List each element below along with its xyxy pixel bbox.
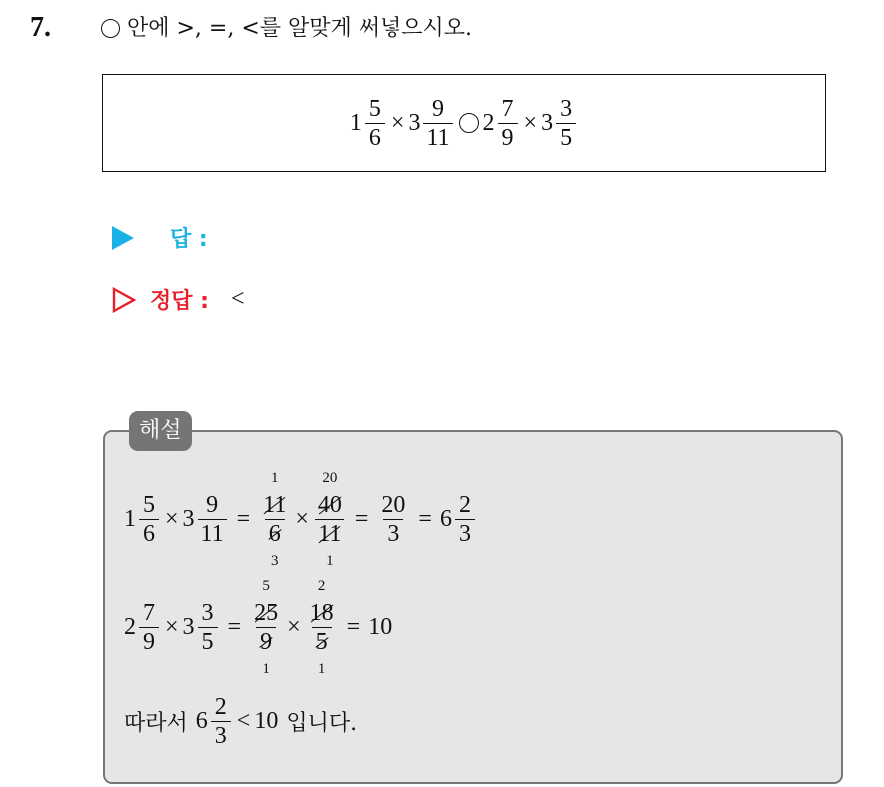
fraction [498, 96, 518, 151]
solution-line-3 [124, 694, 357, 749]
times-sign: × [523, 109, 538, 136]
cancelled-fraction [251, 578, 281, 677]
denominator: 3 [211, 721, 231, 749]
numerator: 7 [143, 600, 155, 626]
answer-label: 답 : [170, 227, 208, 252]
question-number: 7. [30, 12, 51, 43]
reduced-denominator: 1 [262, 661, 270, 677]
mixed-whole: 3 [182, 614, 195, 640]
fraction [198, 600, 218, 655]
equals-sign: = [418, 506, 432, 532]
conclusion-prefix: 따라서 [124, 711, 188, 736]
struck-number: 40 [317, 492, 342, 518]
denominator: 3 [383, 519, 403, 547]
numerator: 7 [501, 95, 514, 122]
cancelled-fraction [315, 470, 345, 569]
correct-answer-label: 정답 : [150, 289, 209, 314]
mixed-whole: 3 [408, 109, 421, 136]
cancelled-numerator [315, 470, 345, 519]
correct-answer-row [112, 284, 245, 315]
play-triangle-icon [112, 226, 134, 250]
reduced-numerator: 20 [322, 470, 338, 486]
mixed-whole: 3 [541, 109, 554, 136]
struck-number: 6 [268, 521, 281, 547]
solution-tag: 해설 [129, 411, 192, 451]
numerator: 2 [458, 492, 471, 518]
equals-sign: = [236, 506, 251, 532]
numerator: 9 [431, 95, 444, 122]
reduced-denominator: 1 [317, 661, 326, 677]
struck-number: 11 [318, 521, 342, 547]
reduced-denominator: 1 [326, 553, 334, 569]
cancelled-denominator [315, 519, 344, 569]
mixed-whole: 6 [195, 708, 208, 734]
fraction [365, 96, 385, 151]
denominator: 6 [139, 519, 159, 547]
fraction [455, 492, 475, 547]
times-sign: × [165, 614, 179, 640]
struck-number: 11 [263, 492, 287, 518]
mixed-whole: 2 [482, 109, 495, 136]
mixed-whole: 2 [124, 614, 136, 640]
fraction [211, 694, 231, 749]
denominator: 11 [198, 519, 227, 547]
numerator: 3 [201, 600, 214, 626]
denominator: 11 [423, 123, 452, 151]
numerator: 9 [206, 492, 219, 518]
mixed-whole: 3 [182, 506, 195, 532]
question-text: 안에 >, =, <를 알맞게 써넣으시오. [127, 16, 473, 41]
equals-sign: = [354, 506, 369, 532]
reduced-denominator: 3 [271, 553, 279, 569]
problem-box [102, 74, 826, 172]
answer-row [112, 222, 208, 253]
cancelled-numerator [307, 578, 337, 627]
denominator: 5 [556, 123, 576, 151]
numerator: 2 [214, 694, 227, 720]
numerator: 5 [143, 492, 155, 518]
struck-number: 18 [309, 600, 334, 626]
question-text-line [101, 14, 472, 44]
result-value: 10 [368, 614, 393, 640]
reduced-numerator: 1 [271, 470, 279, 486]
cancelled-fraction [260, 470, 289, 569]
fraction [139, 492, 159, 547]
denominator: 9 [139, 627, 159, 655]
conclusion-suffix: 입니다. [286, 711, 358, 736]
compare-value: 10 [254, 708, 279, 734]
cancelled-numerator [260, 470, 289, 519]
numerator: 20 [381, 492, 406, 518]
reduced-numerator: 5 [262, 578, 270, 594]
denominator: 6 [365, 123, 385, 151]
solution-line-1 [124, 470, 477, 569]
cancelled-fraction [307, 578, 337, 677]
struck-number: 5 [315, 629, 328, 655]
answer-circle-blank[interactable] [459, 113, 479, 133]
times-sign: × [165, 506, 179, 532]
times-sign: × [295, 506, 309, 532]
denominator: 9 [498, 123, 518, 151]
fraction [198, 492, 227, 547]
fraction [556, 96, 576, 151]
mixed-whole: 1 [124, 506, 136, 532]
reduced-numerator: 2 [317, 578, 326, 594]
blank-circle-icon [101, 19, 120, 38]
correct-answer-value: < [230, 286, 245, 312]
mixed-whole: 6 [439, 506, 452, 532]
numerator: 3 [560, 95, 573, 122]
fraction [423, 96, 452, 151]
fraction [378, 492, 408, 547]
times-sign: × [390, 109, 405, 136]
problem-expression [103, 75, 825, 171]
cancelled-denominator [256, 627, 276, 677]
denominator: 5 [198, 627, 218, 655]
times-sign: × [287, 614, 301, 640]
denominator: 3 [455, 519, 475, 547]
cancelled-denominator [265, 519, 285, 569]
struck-number: 9 [260, 629, 273, 655]
mixed-whole: 1 [349, 109, 362, 136]
less-than-sign: < [236, 708, 251, 734]
struck-number: 25 [254, 600, 279, 626]
equals-sign: = [227, 614, 242, 640]
solution-line-2 [124, 578, 393, 677]
cancelled-denominator [312, 627, 332, 677]
outline-triangle-icon [112, 287, 136, 313]
cancelled-numerator [251, 578, 281, 627]
equals-sign: = [346, 614, 361, 640]
numerator: 5 [368, 95, 381, 122]
fraction [139, 600, 159, 655]
